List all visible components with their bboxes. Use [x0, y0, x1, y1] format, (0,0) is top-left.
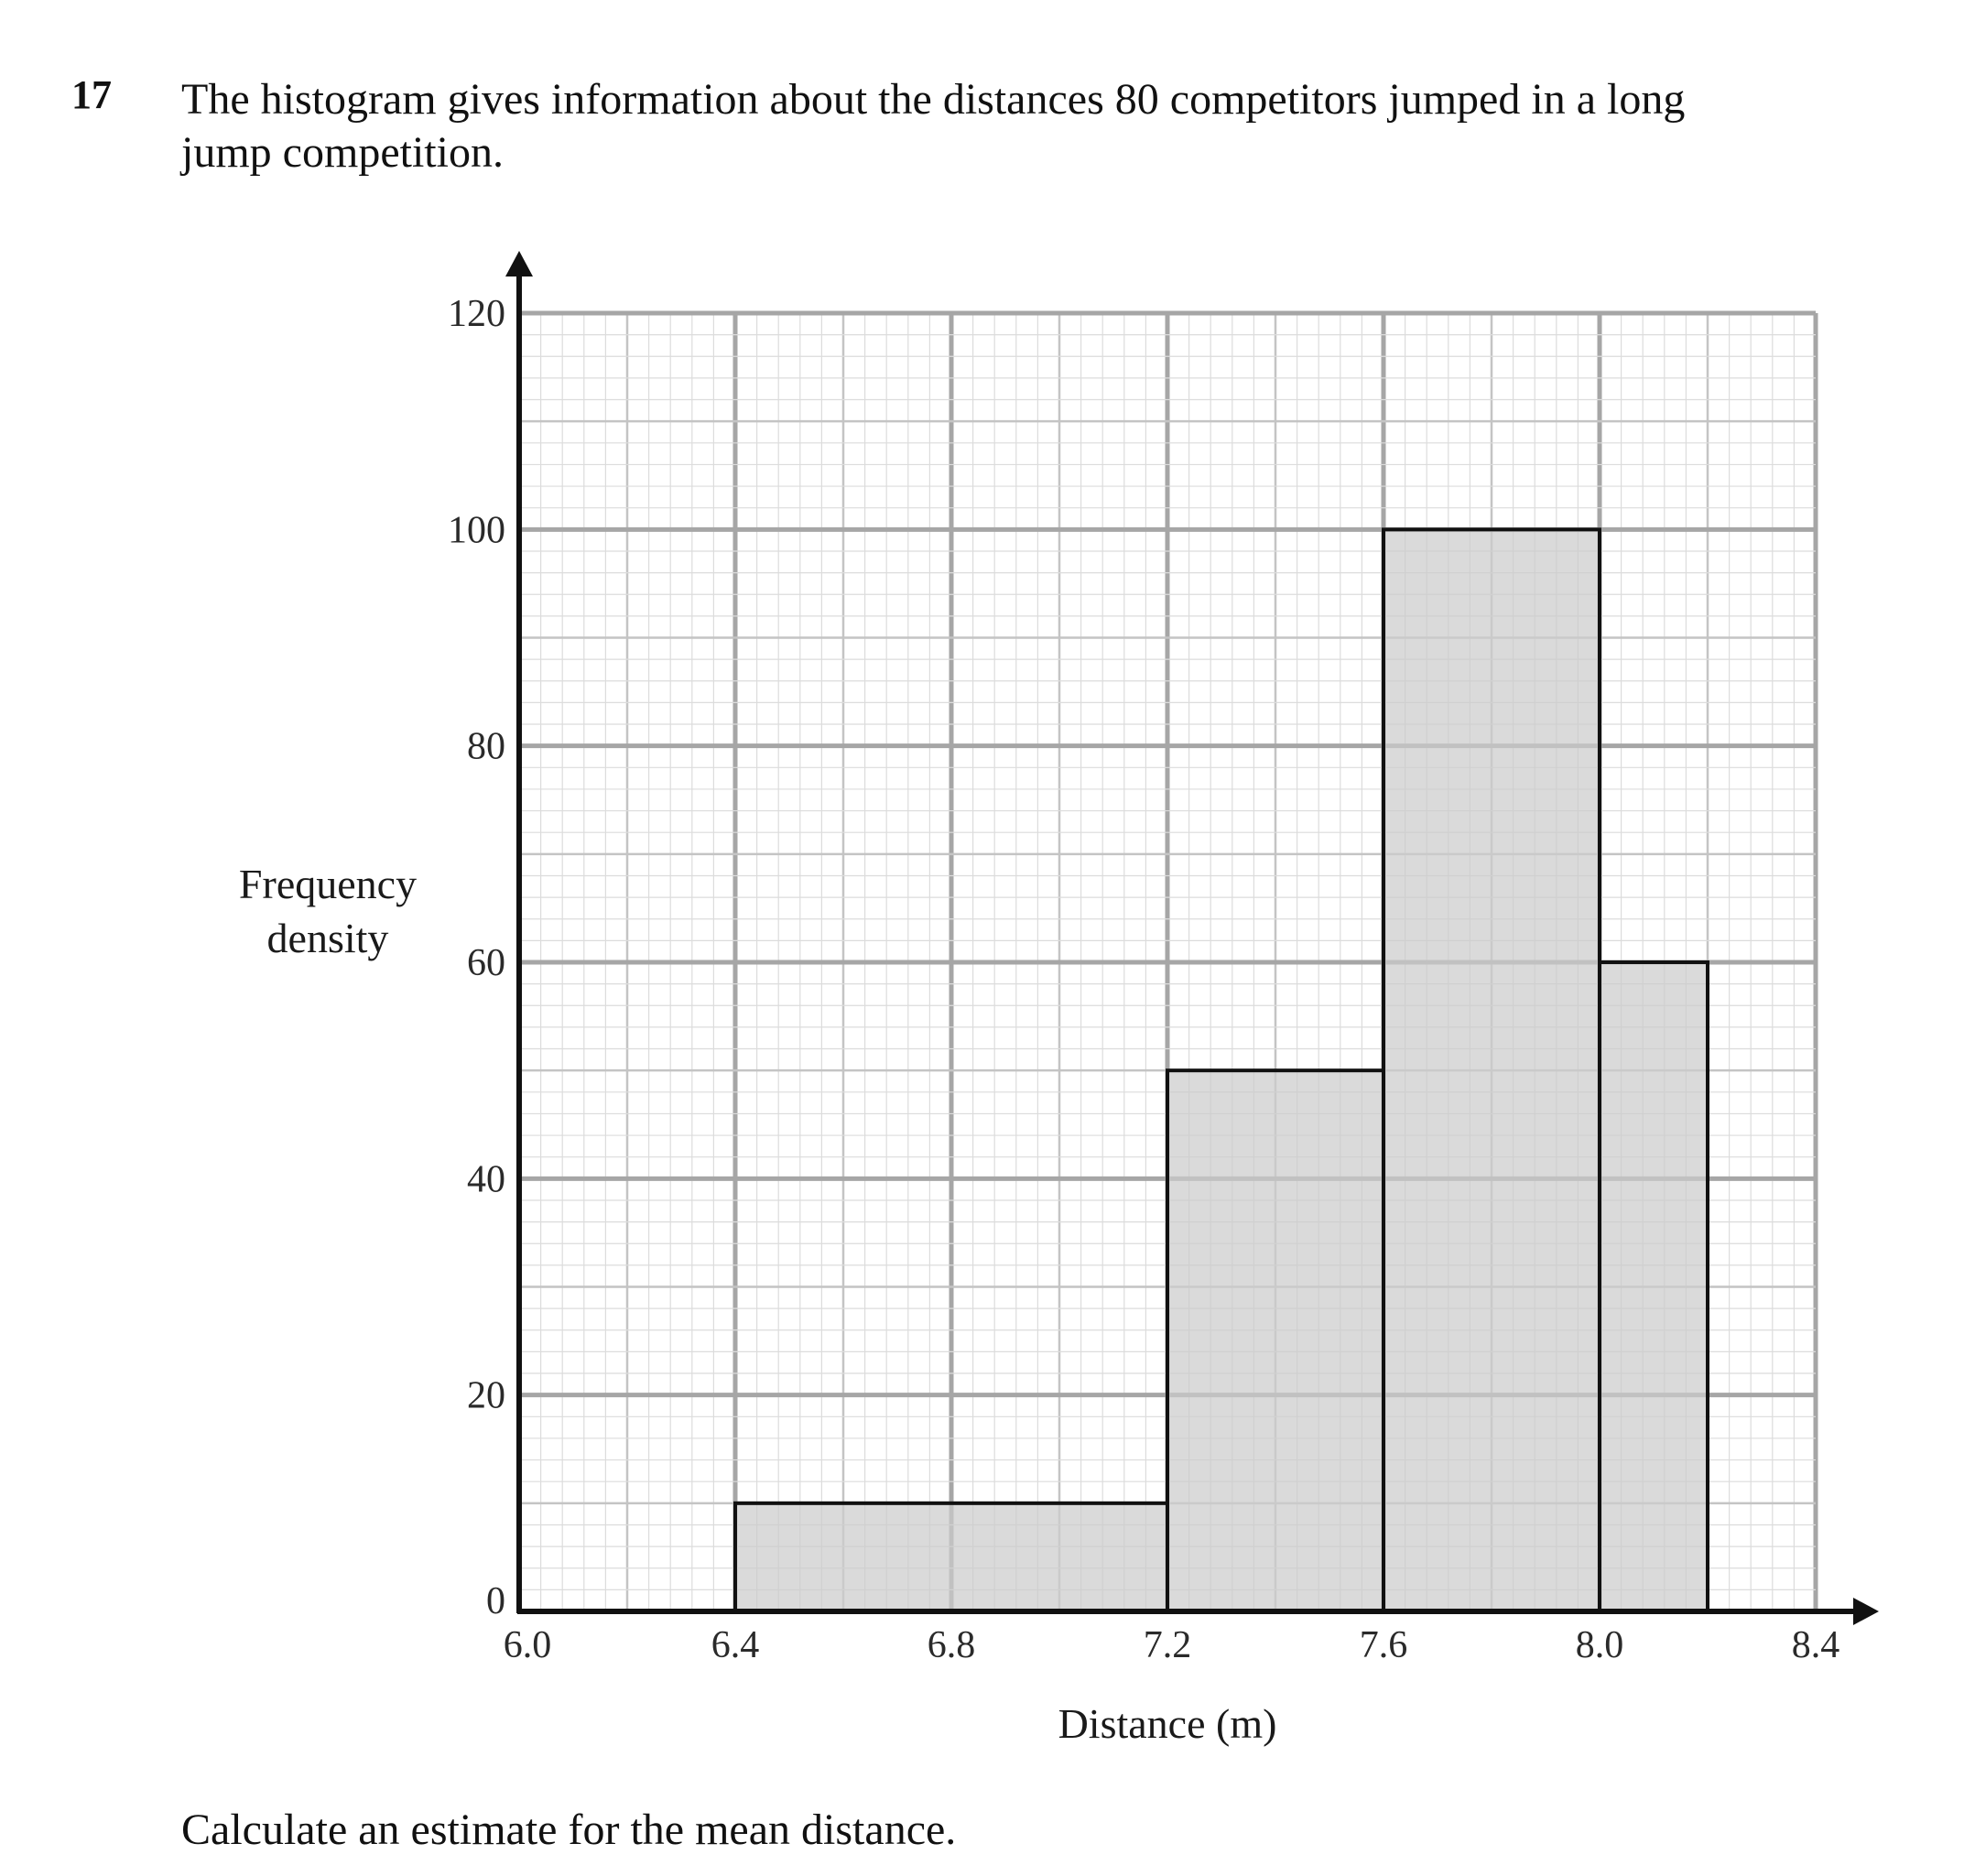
y-tick-label: 120 [448, 293, 505, 335]
histogram-bar-1 [735, 1503, 1167, 1611]
y-axis-title-line-1: Frequency [238, 861, 418, 907]
y-tick-label: 100 [448, 509, 505, 552]
y-tick-label: 40 [467, 1158, 505, 1201]
x-tick-label: 7.6 [1359, 1624, 1408, 1666]
y-tick-label: 20 [467, 1374, 505, 1417]
histogram-bar-4 [1600, 962, 1708, 1611]
x-axis-title: Distance (m) [1058, 1700, 1277, 1747]
x-tick-label: 7.2 [1143, 1624, 1192, 1666]
x-tick-label: 8.0 [1575, 1624, 1624, 1666]
x-axis-arrow-icon [1853, 1598, 1879, 1625]
x-tick-label: 6.8 [927, 1624, 976, 1666]
y-tick-label: 0 [486, 1580, 505, 1622]
x-tick-label: 6.4 [711, 1624, 760, 1666]
x-tick-label: 8.4 [1791, 1624, 1840, 1666]
histogram-bar-2 [1167, 1070, 1383, 1611]
y-axis-arrow-icon [505, 251, 533, 277]
question-text-line-2: jump competition. [181, 128, 504, 177]
histogram-bar-3 [1383, 529, 1600, 1611]
x-tick-label: 6.0 [503, 1624, 552, 1666]
question-text-line-1: The histogram gives information about the distances 80 competitors jumped in a long [181, 75, 1686, 124]
y-tick-label: 80 [467, 725, 505, 768]
question-prompt: Calculate an estimate for the mean distance. [181, 1806, 957, 1854]
y-tick-label: 60 [467, 942, 505, 984]
question-number: 17 [71, 72, 112, 117]
y-axis-title-line-2: density [266, 915, 389, 961]
